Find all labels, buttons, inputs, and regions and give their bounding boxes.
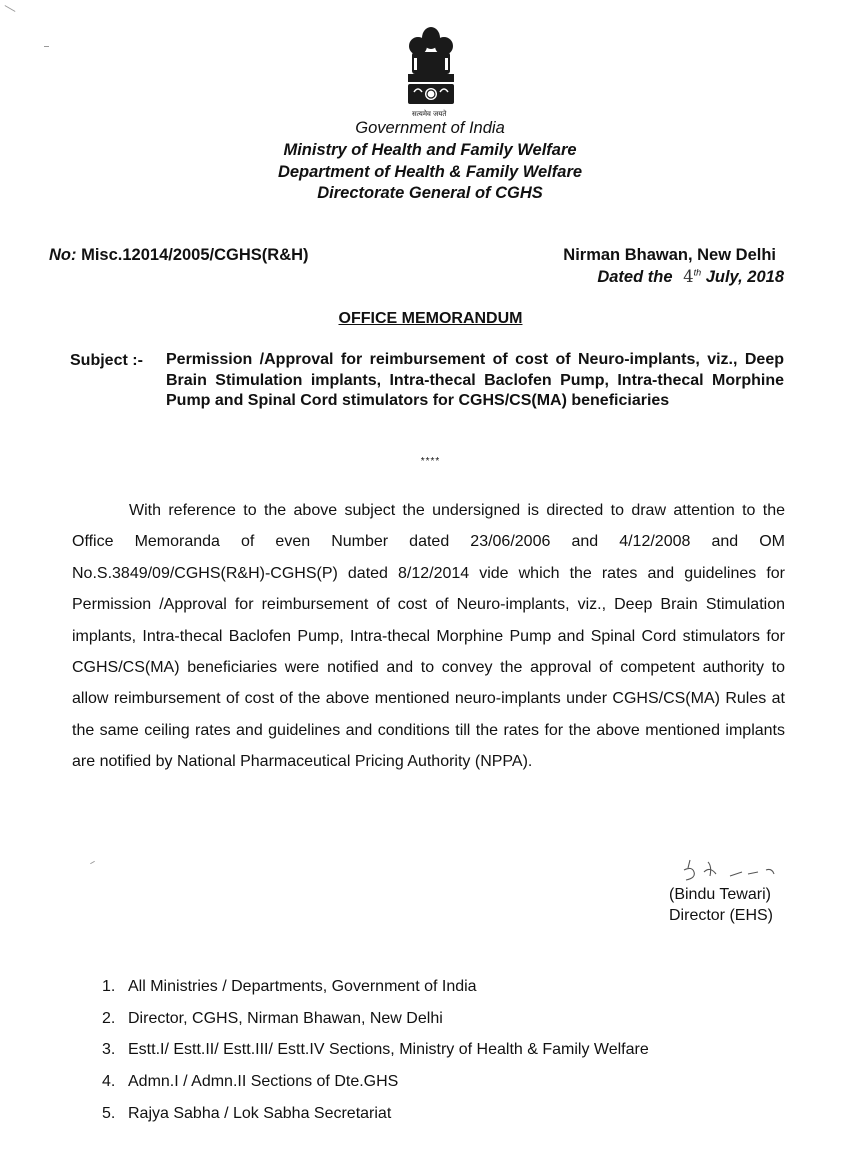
list-item-number: 1. [102, 978, 116, 995]
header-ministry: Ministry of Health and Family Welfare [283, 141, 577, 159]
header-directorate: Directorate General of CGHS [317, 184, 543, 202]
issue-date [597, 267, 784, 287]
issue-place: Nirman Bhawan, New Delhi [563, 246, 776, 264]
distribution-list [102, 976, 649, 1134]
list-item-text: Director, CGHS, Nirman Bhawan, New Delhi [128, 1009, 443, 1027]
emblem-motto: सत्यमेव जयते [412, 110, 447, 118]
reference-no-value: Misc.12014/2005/CGHS(R&H) [81, 246, 309, 264]
separator: **** [420, 456, 441, 467]
list-item-text: Rajya Sabha / Lok Sabha Secretariat [128, 1104, 392, 1122]
signatory-name: (Bindu Tewari) [669, 886, 771, 903]
reference-no-label: No: [49, 246, 77, 264]
date-day-handwritten: 4 [683, 267, 694, 286]
list-item [102, 1008, 649, 1040]
date-prefix: Dated the [597, 268, 673, 286]
date-month-year: July, 2018 [705, 268, 784, 286]
scan-speck [44, 46, 49, 47]
header-government: Government of India [355, 119, 505, 137]
subject-text: Permission /Approval for reimbursement of cost of Neuro-implants, viz., Deep Brain Stimulation implants, Intra-thecal Baclofen Pump, Intra-thecal Morphine Pump and Spinal Cord stimulators for CGHS/CS(MA) beneficiaries [166, 351, 784, 409]
national-emblem-icon [400, 22, 462, 118]
subject-label: Subject :- [70, 352, 143, 369]
list-item-number: 4. [102, 1073, 116, 1091]
memo-title: OFFICE MEMORANDUM [338, 310, 523, 327]
list-item-number: 2. [102, 1009, 116, 1027]
list-item-text: Estt.I/ Estt.II/ Estt.III/ Estt.IV Sections, Ministry of Health & Family Welfare [128, 1041, 649, 1059]
list-item-number: 3. [102, 1041, 116, 1059]
list-item [102, 1103, 649, 1135]
reference-number [49, 246, 309, 265]
list-item [102, 1071, 649, 1103]
signatory-designation: Director (EHS) [669, 907, 774, 924]
list-item-text: Admn.I / Admn.II Sections of Dte.GHS [128, 1073, 399, 1091]
list-item [102, 976, 649, 1008]
list-item [102, 1039, 649, 1071]
body-paragraph: With reference to the above subject the undersigned is directed to draw attention to the Office Memoranda of even Number dated 23/06/2006 and 4/12/2008 and OM No.S.3849/09/CGHS(R&H)-CGHS(P) dated 8/12/2014 vide which the rates and guidelines for Permission /Approval for reimbursement of cost of Neuro-implants, viz., Deep Brain Stimulation implants, Intra-thecal Baclofen Pump, Intra-thecal Morphine Pump and Spinal Cord stimulators for CGHS/CS(MA) beneficiaries were notified and to convey the approval of competent authority to allow reimbursement of cost of the above mentioned neuro-implants under CGHS/CS(MA) Rules at the same ceiling rates and guidelines and conditions till the rates for the above mentioned implants are notified by National Pharmaceutical Pricing Authority (NPPA). [72, 502, 785, 771]
list-item-number: 5. [102, 1104, 116, 1122]
list-item-text: All Ministries / Departments, Government of India [128, 978, 477, 995]
scan-speck [90, 861, 95, 864]
header-department: Department of Health & Family Welfare [277, 163, 583, 181]
scan-speck [5, 5, 16, 12]
date-day-suffix: th [693, 267, 702, 278]
